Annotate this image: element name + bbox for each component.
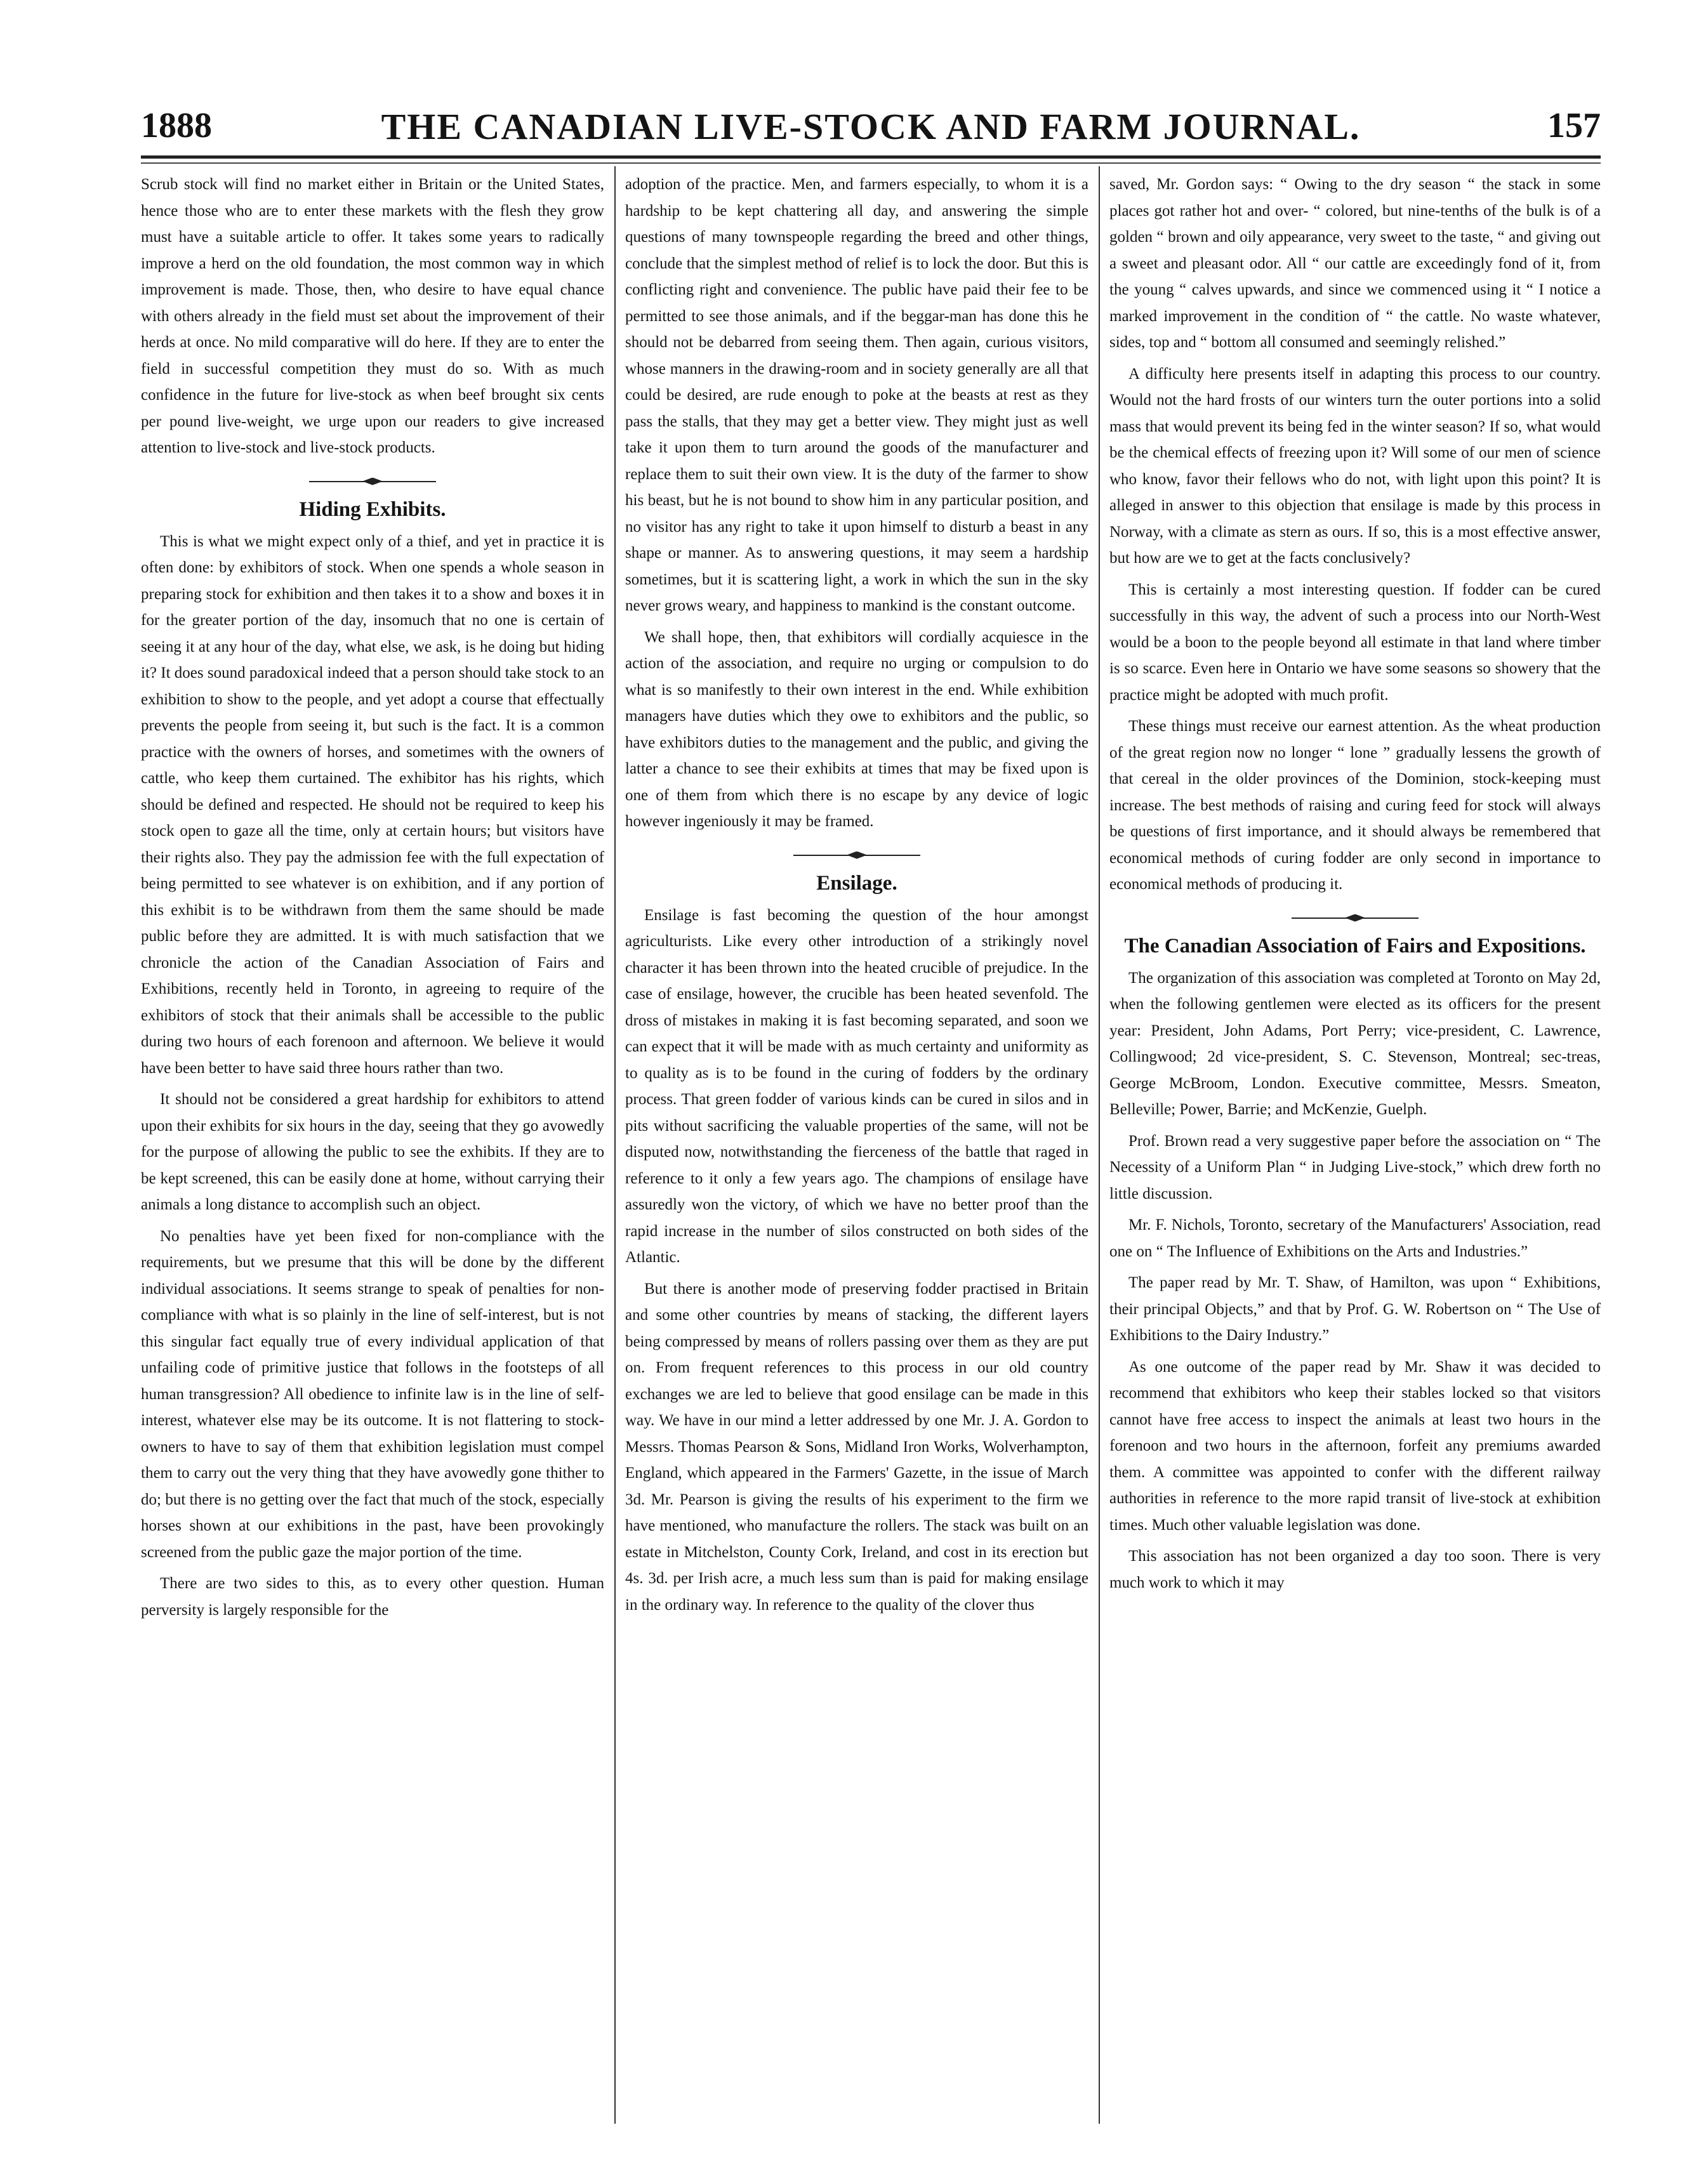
paragraph: Ensilage is fast becoming the question of the hour amongst agriculturists. Like every other introduction of a strikingly novel character it has been thrown into the heated crucible of prejudice. In the case of ensilage, however, the crucible has been heated sevenfold. The dross of mistakes in making it is fast becoming separated, and soon we can expect that it will be made with as much certainty and uniformity as to quality as is to be found in the curing of fodders by the ordinary process. That green fodder of various kinds can be cured in silos and in pits without sacrificing the valuable properties of the same, will not be disputed now, notwithstanding the fierceness of the battle that raged in reference to it only a few years ago. The champions of ensilage have assuredly won the victory, of which we have no better proof than the rapid increase in the number of silos constructed on both sides of the Atlantic. (625, 906, 1088, 1266)
paragraph: No penalties have yet been fixed for non-compliance with the requirements, but we presume that this will be done by the different individual associations. It seems strange to speak of penalties for non-compliance with what is so plainly in the line of self-interest, but is not this singular fact equally true of every individual application of that unfailing code of primitive justice that follows in the footsteps of all human transgression? All obedience to infinite law is in the line of self-interest, whatever else may be its outcome. It is not flattering to stock-owners to have to say of them that exhibition legislation must compel them to carry out the very thing that they have avowedly gone thither to do; but there is no getting over the fact that much of the stock, especially horses shown at our exhibitions in the past, have been provokingly screened from the public gaze the major portion of the time. (141, 1227, 604, 1561)
heading-ensilage: Ensilage. (816, 871, 897, 895)
column-divider-1 (614, 166, 616, 2124)
header-rule-thin (141, 162, 1601, 164)
paragraph: The organization of this association was completed at Toronto on May 2d, when the following gentlemen were elected as its officers for the present year: President, John Adams, Port Perry; vice-president, C. Lawrence, Collingwood; 2d vice-president, S. C. Stevenson, Montreal; sec-treas, George McBroom, London. Executive committee, Messrs. Smeaton, Belleville; Power, Barrie; and McKenzie, Guelph. (1109, 969, 1601, 1118)
paragraph: Prof. Brown read a very suggestive paper before the association on “ The Necessity of a Uniform Plan “ in Judging Live-stock,” which drew forth no little discussion. (1109, 1132, 1601, 1202)
paragraph: This is what we might expect only of a thief, and yet in practice it is often done: by exhibitors of stock. When one spends a whole season in preparing stock for exhibition and then takes it to a show and boxes it in for the greater portion of the day, insomuch that no one is certain of seeing it at any hour of the day, what else, we ask, is he doing but hiding it? It does sound paradoxical indeed that a person should take stock to an exhibition to show to the people, and yet adopt a course that effectually prevents the people from seeing it, but such is the fact. It is a common practice with the owners of horses, and sometimes with the owners of cattle, who keep them curtained. The exhibitor has his rights, which should be defined and respected. He should not be required to keep his stock open to gaze all the time, only at certain hours; but visitors have their rights also. They pay the admission fee with the full expectation of being permitted to see whatever is on exhibition, and if any portion of this exhibit is to be withdrawn from them the same should be made public before they are admitted. It is with much satisfaction that we chronicle the action of the Canadian Association of Fairs and Exhibitions, recently held in Toronto, in agreeing to require of the exhibitors of stock that their animals shall be accessible to the public during two hours of each forenoon and afternoon. We believe it would have been better to have said three hours rather than two. (141, 532, 604, 1077)
paragraph: There are two sides to this, as to every other question. Human perversity is largely responsible for the (141, 1575, 604, 1619)
journal-title: THE CANADIAN LIVE-STOCK AND FARM JOURNAL. (381, 106, 1361, 147)
section-divider (1292, 916, 1419, 921)
page-header (141, 102, 1601, 159)
column-1 (141, 171, 604, 2126)
paragraph: saved, Mr. Gordon says: “ Owing to the dry season “ the stack in some places got rather hot and over- “ colored, but nine-tenths of the bulk is of a golden “ brown and oily appearance, very sweet to the taste, “ and giving out a sweet and pleasant odor. All “ our cattle are exceedingly fond of it, from the young “ calves upwards, and since we commenced using it “ I notice a marked improvement in the condition of “ the cattle. No waste whatever, sides, top and “ bottom all consumed and seemingly relished.” (1109, 176, 1601, 351)
header-year: 1888 (141, 106, 212, 145)
paragraph: We shall hope, then, that exhibitors will cordially acquiesce in the action of the association, and require no urging or compulsion to do what is so manifestly to their own interest in the end. While exhibition managers have duties which they owe to exhibitors and the public, so have exhibitors duties to the management and the public, and giving the latter a chance to see their exhibits at times that may be fixed upon is one of them from which there is no escape by any device of logic however ingeniously it may be framed. (625, 628, 1088, 830)
heading-hiding-exhibits: Hiding Exhibits. (299, 497, 446, 521)
paragraph: Scrub stock will find no market either in Britain or the United States, hence those who are to enter these markets with the flesh they grow must have a suitable article to offer. It takes some years to radically improve a herd on the old foundation, the most common way in which improvement is made. Those, then, who desire to have equal chance with others already in the field must set about the improvement of their herds at once. No mild comparative will do here. If they are to enter the field in successful competition they must do so. With as much confidence in the future for live-stock as when beef brought six cents per pound live-weight, we urge upon our readers to give increased attention to live-stock and live-stock products. (141, 176, 604, 456)
paragraph: As one outcome of the paper read by Mr. Shaw it was decided to recommend that exhibitors who keep their stables locked so that visitors cannot have free access to inspect the animals at least two hours in the forenoon and two hours in the afternoon, forfeit any premiums awarded them. A committee was appointed to confer with the different railway authorities in reference to the more rapid transit of live-stock at exhibition times. Much other valuable legislation was done. (1109, 1358, 1601, 1534)
heading-canadian-association: The Canadian Association of Fairs and Expositions. (1124, 934, 1586, 957)
paragraph: A difficulty here presents itself in adapting this process to our country. Would not the hard frosts of our winters turn the outer portions into a solid mass that would prevent its being fed in the winter season? If so, what would be the chemical effects of freezing upon it? Will some of our men of science who know, favor their fellows who do not, with light upon this point? It is alleged in answer to this objection that ensilage is made by this process in Norway, with a climate as stern as ours. If so, this is a most effective answer, but how are we to get at the facts conclusively? (1109, 365, 1601, 567)
section-divider (793, 853, 920, 858)
header-rule (141, 155, 1601, 159)
paragraph: This association has not been organized a day too soon. There is very much work to which it may (1109, 1548, 1601, 1591)
paragraph: The paper read by Mr. T. Shaw, of Hamilton, was upon “ Exhibitions, their principal Objects,” and that by Prof. G. W. Robertson on “ The Use of Exhibitions to the Dairy Industry.” (1109, 1274, 1601, 1344)
column-3 (1109, 171, 1601, 2126)
column-2 (625, 171, 1088, 2126)
column-divider-2 (1099, 166, 1100, 2124)
paragraph: It should not be considered a great hardship for exhibitors to attend upon their exhibits for six hours in the day, seeing that they go avowedly for the purpose of allowing the public to see the exhibits. If they are to be kept screened, this can be easily done at home, without carrying their animals a long distance to accomplish such an object. (141, 1091, 604, 1213)
section-divider (309, 479, 436, 484)
paragraph: These things must receive our earnest attention. As the wheat production of the great region now no longer “ lone ” gradually lessens the growth of that cereal in the older provinces of the Dominion, stock-keeping must increase. The best methods of raising and curing feed for stock will always be questions of first importance, and it should always be remembered that economical methods of curing fodder are only second in importance to economical methods of producing it. (1109, 718, 1601, 893)
paragraph: But there is another mode of preserving fodder practised in Britain and some other countries by means of stacking, the different layers being compressed by means of rollers passing over them as they are put on. From frequent references to this process in our old country exchanges we are led to believe that good ensilage can be made in this way. We have in our mind a letter addressed by one Mr. J. A. Gordon to Messrs. Thomas Pearson & Sons, Midland Iron Works, Wolverhampton, England, which appeared in the Farmers' Gazette, in the issue of March 3d. Mr. Pearson is giving the results of his experiment to the firm we have mentioned, who manufacture the rollers. The stack was built on an estate in Mitchelston, County Cork, Ireland, and cost in its erection but 4s. 3d. per Irish acre, a much less sum than is paid for making ensilage in the ordinary way. In reference to the quality of the clover thus (625, 1280, 1088, 1614)
page-number: 157 (1547, 106, 1601, 145)
paragraph: This is certainly a most interesting question. If fodder can be cured successfully in this way, the advent of such a process into our North-West would be a boon to the people beyond all estimate in that land where timber is so scarce. Even here in Ontario we have some seasons so showery that the practice might be adopted with much profit. (1109, 581, 1601, 704)
paragraph: adoption of the practice. Men, and farmers especially, to whom it is a hardship to be kept chattering all day, and answering the simple questions of many townspeople regarding the breed and other things, conclude that the simplest method of relief is to lock the door. But this is conflicting right and convenience. The public have paid their fee to be permitted to see those animals, and if the beggar-man has done this he should not be debarred from seeing them. Then again, curious visitors, whose manners in the drawing-room and in society generally are all that could be desired, are rude enough to poke at the beasts at rest as they pass the stalls, that they may get a better view. They might just as well take it upon them to turn around the goods of the manufacturer and replace them to suit their own view. It is the duty of the farmer to show his beast, but he is not bound to show him in any particular position, and no visitor has any right to take it upon himself to disturb a beast in any shape or manner. As to answering questions, it may seem a hardship sometimes, but it is scattering light, a work in which the sun in the sky never grows weary, and happiness to mankind is the constant outcome. (625, 176, 1088, 614)
paragraph: Mr. F. Nichols, Toronto, secretary of the Manufacturers' Association, read one on “ The Influence of Exhibitions on the Arts and Industries.” (1109, 1216, 1601, 1260)
